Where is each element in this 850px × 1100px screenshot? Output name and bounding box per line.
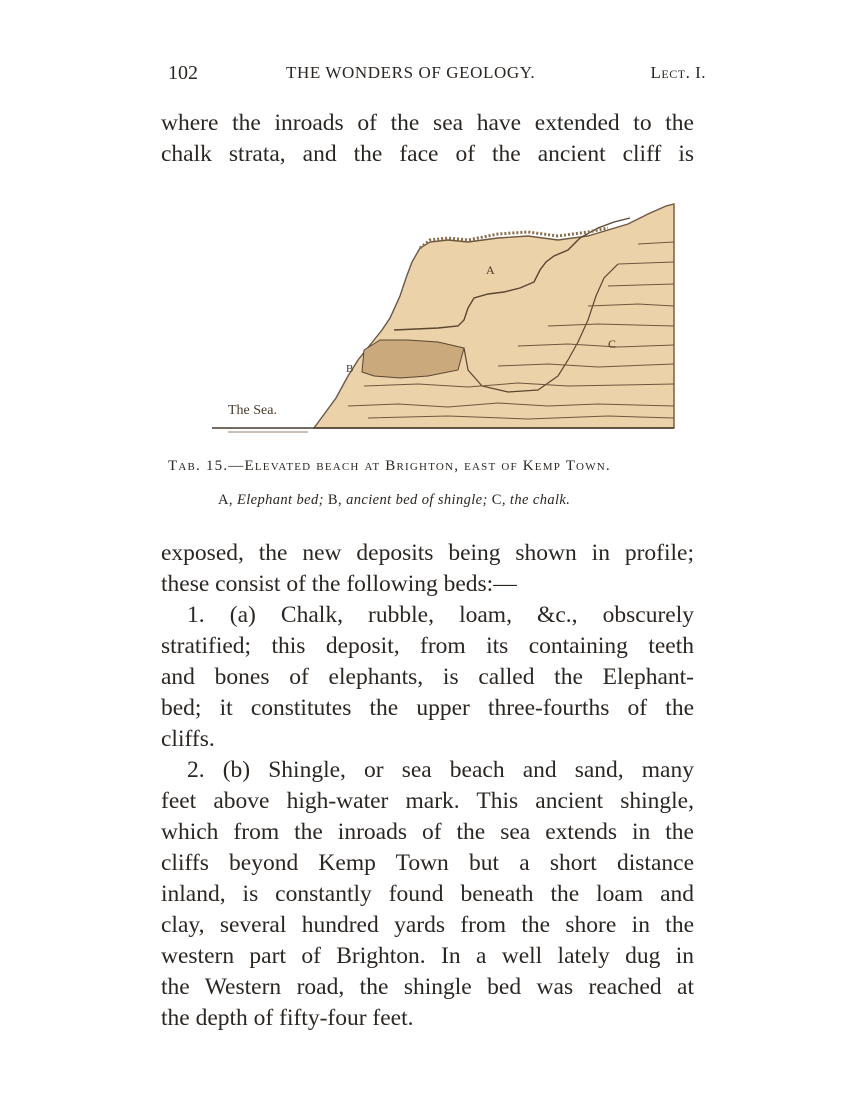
text-line: the depth of fifty-four feet.: [161, 1005, 414, 1031]
page-number: 102: [168, 62, 198, 84]
running-header: [168, 62, 706, 88]
text-line: the Western road, the shingle bed was reached at: [161, 974, 694, 1000]
text-line: clay, several hundred yards from the shore in the: [161, 912, 694, 938]
text-line: cliffs.: [161, 726, 215, 752]
label-c: C: [608, 337, 617, 351]
text-line: stratified; this deposit, from its containing teeth: [161, 633, 694, 659]
text-line: 1. (a) Chalk, rubble, loam, &c., obscurely: [187, 602, 694, 628]
text-line: which from the inroads of the sea extends in the: [161, 819, 694, 845]
text-line: and bones of elephants, is called the Elephant-: [161, 664, 694, 690]
label-b: B: [346, 363, 354, 375]
paragraph-main: [161, 538, 694, 600]
legend-key-c: C,: [491, 492, 506, 508]
label-a: A: [486, 263, 495, 277]
legend-text-c: the chalk.: [509, 492, 571, 508]
text-line: feet above high-water mark. This ancient shingle,: [161, 788, 694, 814]
shingle-bed: [362, 340, 464, 378]
figure-legend: [218, 492, 648, 509]
item-2: [161, 755, 694, 1034]
label-sea: The Sea.: [228, 403, 277, 418]
text-line: cliffs beyond Kemp Town but a short distance: [161, 850, 694, 876]
figure-caption: Tab. 15.—Elevated beach at Brighton, east of Kemp Town.: [168, 458, 611, 474]
text-line: where the inroads of the sea have extended to the: [161, 110, 694, 136]
cliff-illustration: [168, 200, 680, 440]
running-title: THE WONDERS OF GEOLOGY.: [286, 63, 536, 82]
text-line: these consist of the following beds:—: [161, 571, 517, 597]
paragraph-top: [161, 108, 694, 170]
text-line: chalk strata, and the face of the ancient cliff is: [161, 141, 694, 167]
cliff-section: [314, 204, 674, 428]
text-line: bed; it constitutes the upper three-fourths of the: [161, 695, 694, 721]
text-line: 2. (b) Shingle, or sea beach and sand, many: [187, 757, 694, 783]
legend-key-a: A,: [218, 492, 233, 508]
lecture-label: Lect. I.: [650, 63, 706, 82]
legend-key-b: B,: [327, 492, 343, 508]
text-line: inland, is constantly found beneath the loam and: [161, 881, 694, 907]
cliff-diagram: [168, 200, 680, 440]
text-line: exposed, the new deposits being shown in profile;: [161, 540, 694, 566]
text-line: western part of Brighton. In a well lately dug in: [161, 943, 694, 969]
legend-text-a: Elephant bed;: [236, 492, 324, 508]
legend-text-b: ancient bed of shingle;: [346, 492, 488, 508]
item-1: [161, 600, 694, 755]
